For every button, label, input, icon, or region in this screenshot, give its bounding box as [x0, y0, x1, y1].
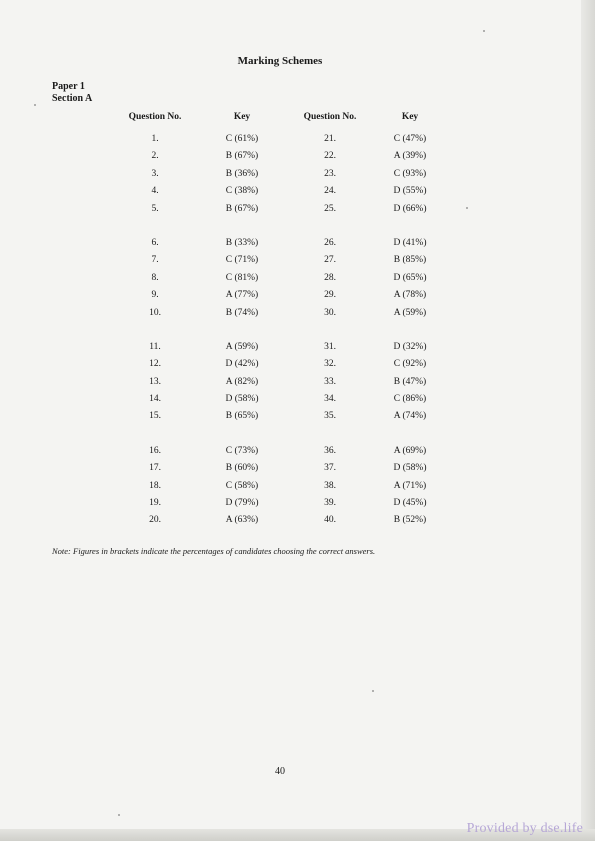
question-number-cell: 3. [151, 168, 159, 179]
table-row [115, 515, 435, 532]
table-row [115, 446, 435, 463]
question-number-cell: 9. [151, 290, 159, 301]
question-number-cell: 11. [149, 341, 161, 352]
answer-key-cell: B (65%) [225, 411, 259, 422]
question-number-cell: 21. [324, 134, 336, 144]
table-row [115, 169, 435, 186]
table-row [115, 238, 435, 255]
header-question-no-right: Question No. [303, 112, 357, 122]
answer-key-cell: C (71%) [225, 255, 259, 266]
answer-key-cell: A (63%) [225, 515, 259, 526]
page-number: 40 [275, 766, 285, 777]
paper-label: Paper 1 [52, 81, 85, 92]
table-row [115, 498, 435, 515]
block-spacer [115, 429, 435, 446]
table-row [115, 255, 435, 272]
footnote: Note: Figures in brackets indicate the percentages of candidates choosing the correct answers. [52, 546, 376, 556]
answer-key-cell: A (59%) [393, 307, 427, 318]
question-number-cell: 24. [324, 186, 336, 197]
answer-key-cell: D (45%) [393, 498, 427, 509]
block-spacer [115, 221, 435, 238]
answer-key-cell: B (52%) [393, 515, 427, 526]
answer-key-cell: C (58%) [225, 480, 259, 491]
answer-key-cell: C (81%) [225, 272, 259, 283]
table-row [115, 463, 435, 480]
table-row [115, 151, 435, 168]
question-number-cell: 34. [324, 394, 336, 405]
answer-key-cell: A (78%) [393, 290, 427, 301]
block-spacer [115, 325, 435, 342]
table-row [115, 134, 435, 151]
question-number-cell: 27. [324, 255, 336, 266]
table-row [115, 186, 435, 203]
answer-key-cell: C (61%) [225, 134, 259, 144]
answer-key-cell: C (93%) [393, 168, 427, 179]
answer-key-cell: D (42%) [225, 359, 259, 370]
scan-speck [466, 207, 468, 209]
question-number-cell: 26. [324, 237, 336, 248]
question-number-cell: 20. [149, 515, 161, 526]
marking-scheme-table [115, 112, 435, 533]
answer-key-cell: A (69%) [393, 445, 427, 456]
question-number-cell: 19. [149, 498, 161, 509]
header-key-right: Key [401, 112, 419, 122]
answer-key-cell: D (55%) [393, 186, 427, 197]
question-number-cell: 17. [149, 463, 161, 474]
question-number-cell: 4. [151, 186, 159, 197]
answer-key-cell: A (74%) [393, 411, 427, 422]
answer-key-cell: B (85%) [393, 255, 427, 266]
answer-key-cell: A (71%) [393, 480, 427, 491]
question-number-cell: 40. [324, 515, 336, 526]
question-number-cell: 28. [324, 272, 336, 283]
answer-key-cell: D (58%) [393, 463, 427, 474]
question-number-cell: 32. [324, 359, 336, 370]
answer-key-cell: B (33%) [225, 237, 259, 248]
question-number-cell: 15. [149, 411, 161, 422]
answer-key-cell: D (41%) [393, 237, 427, 248]
question-number-cell: 14. [149, 394, 161, 405]
answer-key-cell: A (82%) [225, 376, 259, 387]
question-number-cell: 37. [324, 463, 336, 474]
scan-speck [118, 814, 120, 816]
table-row [115, 204, 435, 221]
answer-key-cell: B (67%) [225, 151, 259, 162]
answer-key-cell: D (32%) [393, 341, 427, 352]
question-number-cell: 38. [324, 480, 336, 491]
answer-key-cell: C (86%) [393, 394, 427, 405]
answer-key-cell: B (47%) [393, 376, 427, 387]
table-row [115, 481, 435, 498]
answer-key-cell: A (77%) [225, 290, 259, 301]
scan-speck [372, 690, 374, 692]
answer-key-cell: B (60%) [225, 463, 259, 474]
answer-key-cell: C (73%) [225, 445, 259, 456]
answer-key-cell: C (47%) [393, 134, 427, 144]
question-number-cell: 16. [149, 445, 161, 456]
question-number-cell: 22. [324, 151, 336, 162]
table-row [115, 359, 435, 376]
question-number-cell: 39. [324, 498, 336, 509]
header-question-no-left: Question No. [128, 112, 182, 122]
table-header-row [115, 112, 435, 134]
question-number-cell: 5. [151, 203, 159, 214]
table-row [115, 411, 435, 428]
question-number-cell: 13. [149, 376, 161, 387]
answer-key-cell: D (65%) [393, 272, 427, 283]
answer-key-cell: A (39%) [393, 151, 427, 162]
scan-speck [34, 104, 36, 106]
question-number-cell: 25. [324, 203, 336, 214]
question-number-cell: 36. [324, 445, 336, 456]
page-edge-shadow-right [581, 0, 595, 841]
question-number-cell: 1. [151, 134, 159, 144]
answer-key-cell: A (59%) [225, 341, 259, 352]
question-number-cell: 10. [149, 307, 161, 318]
answer-key-cell: B (74%) [225, 307, 259, 318]
table-row [115, 342, 435, 359]
question-number-cell: 30. [324, 307, 336, 318]
question-number-cell: 23. [324, 168, 336, 179]
question-number-cell: 35. [324, 411, 336, 422]
question-number-cell: 31. [324, 341, 336, 352]
question-number-cell: 33. [324, 376, 336, 387]
question-number-cell: 12. [149, 359, 161, 370]
header-key-left: Key [233, 112, 251, 122]
question-number-cell: 6. [151, 237, 159, 248]
answer-key-cell: D (66%) [393, 203, 427, 214]
page-title: Marking Schemes [237, 55, 323, 67]
section-label: Section A [52, 93, 93, 104]
scan-speck [483, 30, 485, 32]
question-number-cell: 18. [149, 480, 161, 491]
answer-key-cell: D (58%) [225, 394, 259, 405]
table-row [115, 290, 435, 307]
answer-key-cell: B (67%) [225, 203, 259, 214]
question-number-cell: 7. [151, 255, 159, 266]
table-row [115, 377, 435, 394]
answer-key-cell: C (38%) [225, 186, 259, 197]
answer-key-cell: D (79%) [225, 498, 259, 509]
paper-section-heading [52, 81, 92, 105]
answer-key-cell: C (92%) [393, 359, 427, 370]
answer-key-cell: B (36%) [225, 168, 259, 179]
table-row [115, 394, 435, 411]
question-number-cell: 8. [151, 272, 159, 283]
question-number-cell: 2. [151, 151, 159, 162]
watermark-link[interactable]: Provided by dse.life [466, 821, 583, 836]
table-row [115, 273, 435, 290]
table-row [115, 308, 435, 325]
question-number-cell: 29. [324, 290, 336, 301]
